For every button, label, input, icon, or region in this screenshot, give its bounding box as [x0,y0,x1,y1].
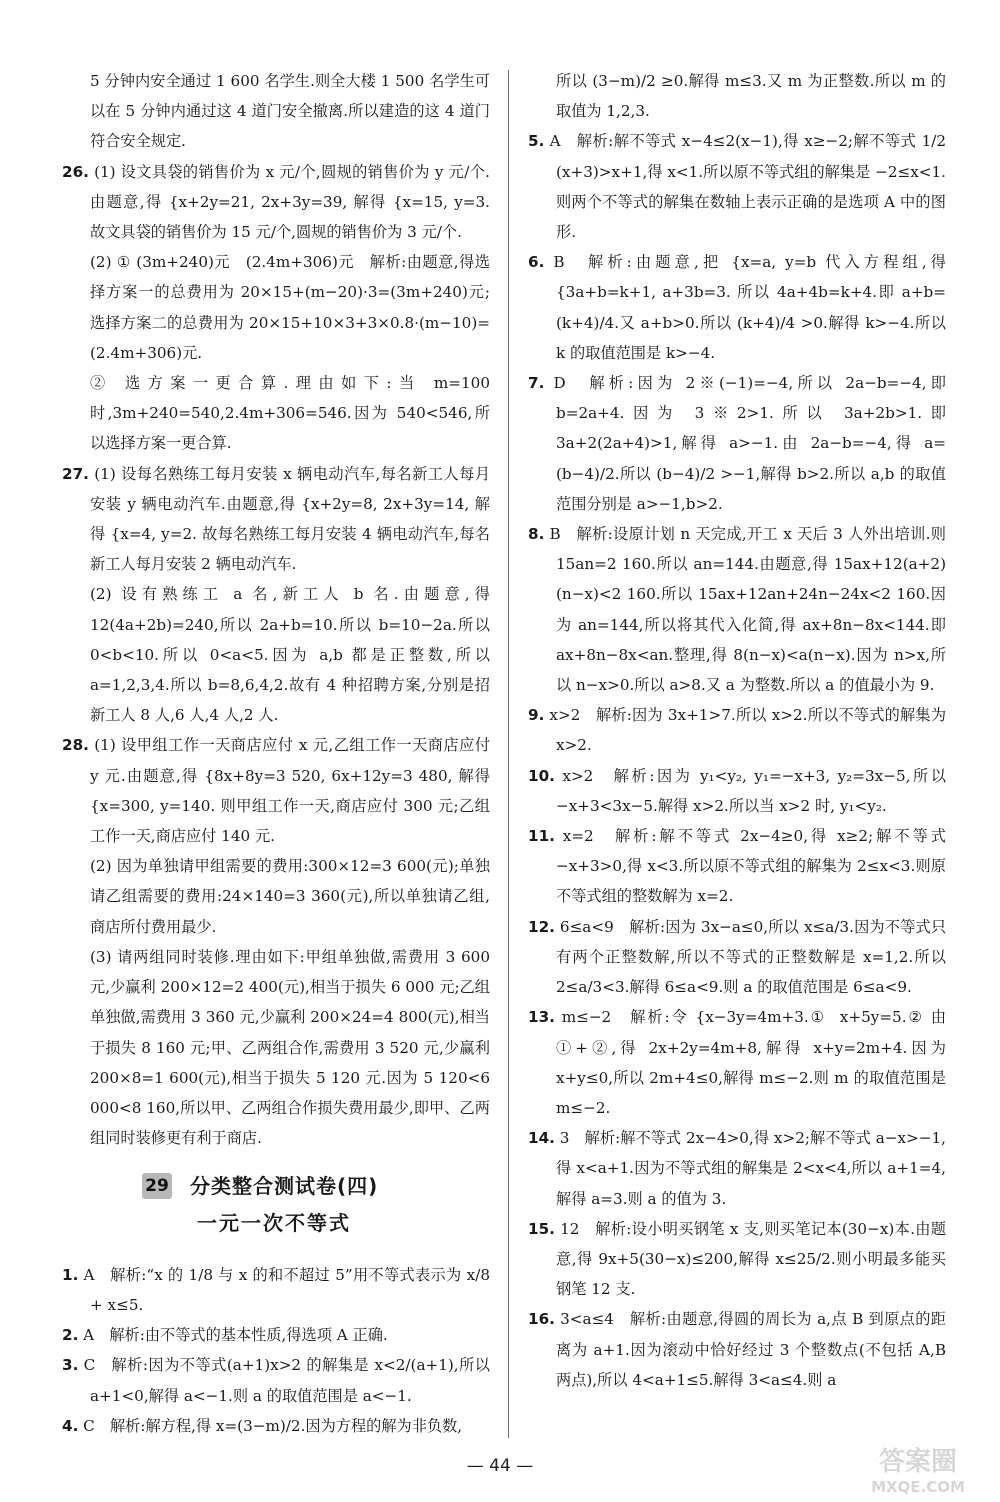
answer-paragraph [62,368,495,459]
item-number: 2. [62,1326,79,1345]
answer-item [62,730,495,851]
item-text: 6≤a<9 解析:因为 3x−a≤0,所以 x≤a/3.因为不等式只有两个正整数解,所以不等式的正整数解是 x=1,2.所以 2≤a/3<3.解得 6≤a<9.则 a 的取值范围是 6≤a<9. [556,917,951,997]
section-subtitle: 一元一次不等式 [197,1210,351,1235]
item-text: (3) 请两组同时装修.理由如下:甲组单独做,需费用 3 600 元,少赢利 200×12=2 400(元),相当于损失 6 000 元;乙组单独做,需费用 3 360 元,少赢利 200×24=4 800(元),相当于损失 8 160 元;甲、乙两组合作,需费用 3 520 元,少赢利 200×8=1 600(元),相当于损失 5 120 元.因为 5 120<6 000<8 160,所以甲、乙两组合作损失费用最少,即甲、乙两组同时装修更有利于商店. [90,947,495,1148]
item-text: (2) ① (3m+240)元 (2.4m+306)元 解析:由题意,得选择方案一的总费用为 20×15+(m−20)·3=(3m+240)元;选择方案二的总费用为 20×15+10×3+3×0.8·(m−10)=(2.4m+306)元. [90,253,490,362]
answer-item [62,1350,495,1410]
item-number: 4. [62,1416,79,1435]
item-number: 9. [528,706,545,725]
svg-text:MXQE.COM: MXQE.COM [871,1478,965,1496]
item-text: D 解析:因为 2※(−1)=−4,所以 2a−b=−4,即 b=2a+4.因为 3※2>1.所以 3a+2b>1.即 3a+2(2a+4)>1,解得 a>−1.由 2a−b=−4,得 a=(b−4)/2.所以 (b−4)/2 >−1,解得 b>2.所以 a,b 的取值范围分别是 a>−1,b>2. [553,374,951,513]
answer-item [528,761,951,821]
answer-paragraph [62,942,495,1153]
item-number: 12. [528,917,555,936]
item-number: 10. [528,766,555,785]
answer-item [528,247,951,368]
item-number: 14. [528,1129,555,1148]
item-text: 3<a≤4 解析:由题意,得圆的周长为 a,点 B 到原点的距离为 a+1.因为滚动中恰好经过 3 个整数点(不包括 A,B 两点),所以 4<a+1≤5.解得 3<a≤4.则 a [556,1310,951,1389]
item-number: 6. [528,253,545,272]
answer-item [528,912,951,1003]
page-number: — 44 — [466,1456,534,1476]
item-text: ② 选方案一更合算.理由如下:当 m=100 时,3m+240=540,2.4m+306=546.因为 540<546,所以选择方案一更合算. [90,374,495,453]
item-text: x>2 解析:因为 3x+1>7.所以 x>2.所以不等式的解集为 x>2. [549,706,951,755]
answer-item [62,459,490,580]
item-text: C 解析:因为不等式(a+1)x>2 的解集是 x<2/(a+1),所以 a+1<0,解得 a<−1.则 a 的取值范围是 a<−1. [83,1356,495,1405]
section-heading [142,1171,490,1237]
item-text: (2) 设有熟练工 a 名,新工人 b 名.由题意,得 12(4a+2b)=240,所以 2a+b=10.所以 b=10−2a.所以 0<b<10.所以 0<a<5.因为 a,b 都是正整数,所以 a=1,2,3,4.所以 b=8,6,4,2.故有 4 种招聘方案,分别是招新工人 8 人,6 人,4 人,2 人. [90,585,495,725]
item-text: 5 分钟内安全通过 1 600 名学生.则全大楼 1 500 名学生可以在 5 分钟内通过这 4 道门安全撤离.所以建造的这 4 道门符合安全规定. [90,72,490,151]
answer-item [528,519,951,700]
item-number: 5. [528,132,545,151]
section-number-badge: 29 [142,1173,172,1199]
item-text: 3 解析:解不等式 2x−4>0,得 x>2;解不等式 a−x>−1,得 x<a+1.因为不等式组的解集是 2<x<4,所以 a+1=4,解得 a=3.则 a 的值为 3. [556,1129,947,1208]
answer-item [528,700,951,760]
answer-paragraph [62,247,490,368]
item-number: 11. [528,827,555,846]
answer-item [528,1002,951,1123]
item-text: 12 解析:设小明买钢笔 x 支,则买笔记本(30−x)本.由题意,得 9x+5(30−x)≤200,解得 x≤25/2.则小明最多能买钢笔 12 支. [556,1219,946,1299]
answer-item [528,368,951,519]
answer-item [528,126,951,247]
watermark-logo [848,1440,988,1496]
item-text: x>2 解析:因为 y₁<y₂, y₁=−x+3, y₂=3x−5,所以 −x+3<3x−5.解得 x>2.所以当 x>2 时, y₁<y₂. [556,766,951,815]
item-number: 28. [62,736,89,755]
item-text: A 解析:由不等式的基本性质,得选项 A 正确. [83,1326,388,1345]
item-text: A 解析:“x 的 1/8 与 x 的和不超过 5”用不等式表示为 x/8 + x≤5. [83,1265,495,1314]
answer-paragraph [62,66,490,157]
answer-item [528,821,951,912]
item-text: (1) 设文具袋的销售价为 x 元/个,圆规的销售价为 y 元/个.由题意,得 {x+2y=21, 2x+3y=39, 解得 {x=15, y=3. 故文具袋的销售价为 15 元/个,圆规的销售价为 3 元/个. [90,162,495,242]
item-text: B 解析:由题意,把 {x=a, y=b 代入方程组,得 {3a+b=k+1, a+3b=3. 所以 4a+4b=k+4.即 a+b=(k+4)/4.又 a+b>0.所以 (k+4)/4 >0.解得 k>−4.所以 k 的取值范围是 k>−4. [553,253,951,362]
item-number: 1. [62,1265,79,1284]
answer-item [62,1260,495,1320]
item-text: B 解析:设原计划 n 天完成,开工 x 天后 3 人外出培训.则 15an=2 160.所以 an=144.由题意,得 15ax+12(a+2)(n−x)<2 160.所以 15ax+12an+24n−24x<2 160.因为 an=144,所以将其代入化简,得 ax+8n−8x<144.即 ax+8n−8x<an.整理,得 8(n−x)<a(n−x).因为 n>x,所以 n−x>0.所以 a>8.又 a 为整数.所以 a 的值最小为 9. [549,525,951,695]
item-number: 27. [62,464,89,483]
item-number: 7. [528,374,545,393]
item-number: 15. [528,1219,555,1238]
left-column [62,66,495,1441]
item-text: (2) 因为单独请甲组需要的费用:300×12=3 600(元);单独请乙组需要的费用:24×140=3 360(元),所以单独请乙组,商店所付费用最少. [90,857,490,936]
item-number: 26. [62,162,89,181]
answer-paragraph [62,851,490,942]
item-text: m≤−2 解析:令 {x−3y=4m+3.① x+5y=5.② 由①+②,得 2x+2y=4m+8,解得 x+y=2m+4.因为 x+y≤0,所以 2m+4≤0,解得 m≤−2.则 m 的取值范围是 m≤−2. [556,1008,951,1117]
answer-item [528,1123,946,1214]
column-divider [508,70,509,1438]
item-number: 13. [528,1008,555,1027]
item-text: A 解析:解不等式 x−4≤2(x−1),得 x≥−2;解不等式 1/2 (x+3)>x+1,得 x<1.所以原不等式组的解集是 −2≤x<1.则两个不等式的解集在数轴上表示正确的是选项 A 中的图形. [549,132,951,242]
answer-item [62,157,495,248]
answer-item [62,1411,490,1441]
item-number: 8. [528,525,545,544]
section-title: 分类整合测试卷(四) [190,1174,379,1199]
item-text: (1) 设每名熟练工每月安装 x 辆电动汽车,每名新工人每月安装 y 辆电动汽车.由题意,得 {x+2y=8, 2x+3y=14, 解得 {x=4, y=2. 故每名熟练工每月安装 4 辆电动汽车,每名新工人每月安装 2 辆电动汽车. [90,464,491,574]
answer-item [528,1214,946,1305]
item-text: x=2 解析:解不等式 2x−4≥0,得 x≥2;解不等式 −x+3>0,得 x<3.所以原不等式组的解集为 2≤x<3.则原不等式组的整数解为 x=2. [556,827,951,906]
item-text: (1) 设甲组工作一天商店应付 x 元,乙组工作一天商店应付 y 元.由题意,得 {8x+8y=3 520, 6x+12y=3 480, 解得 {x=300, y=140. 则甲组工作一天,商店应付 300 元;乙组工作一天,商店应付 140 元. [90,736,495,846]
svg-text:答案圈: 答案圈 [878,1447,958,1477]
answer-paragraph [62,579,495,730]
item-text: C 解析:解方程,得 x=(3−m)/2.因为方程的解为非负数, [83,1416,463,1435]
answer-item [528,1304,951,1395]
answer-item [62,1320,490,1350]
answer-paragraph [528,66,946,126]
right-column [528,66,951,1395]
item-number: 3. [62,1356,79,1375]
item-number: 16. [528,1310,555,1329]
item-text: 所以 (3−m)/2 ≥0.解得 m≤3.又 m 为正整数.所以 m 的取值为 1,2,3. [556,72,946,121]
